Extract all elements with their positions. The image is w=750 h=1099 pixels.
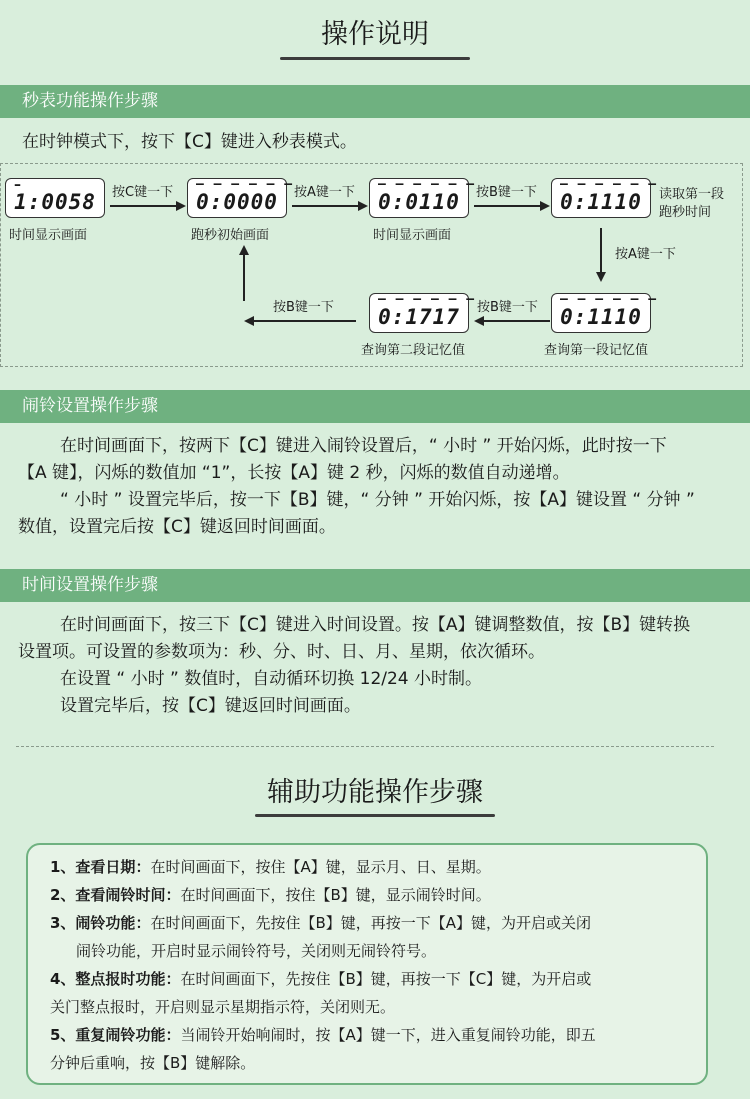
lcd-value: 0:1110 xyxy=(560,305,642,329)
title-underline xyxy=(280,57,470,60)
aux-item-text: 当闹铃开始响闹时，按【A】键一下，进入重复闹铃功能，即五 xyxy=(180,1026,596,1044)
aux-item-label: 2、查看闹铃时间： xyxy=(50,886,181,904)
lcd-screen-recall1 xyxy=(551,292,658,333)
alarm-line-3: “ 小时 ” 设置完毕后，按一下【B】键，“ 分钟 ” 开始闪烁，按【A】键设置 “ 分钟 ” xyxy=(60,490,695,510)
lcd-top-dashes: – – – – – – xyxy=(560,292,658,307)
lcd-value: 0:1110 xyxy=(560,190,642,214)
stopwatch-header: 秒表功能操作步骤 xyxy=(0,85,750,118)
arrow-label-5: 按B键一下 xyxy=(477,300,538,315)
arrow-left-icon xyxy=(244,315,356,327)
arrow-label-2: 按A键一下 xyxy=(294,185,355,200)
aux-item-4 xyxy=(50,965,591,993)
aux-title: 辅助功能操作步骤 xyxy=(267,777,483,808)
time-line-2: 设置项。可设置的参数项为：秒、分、时、日、月、星期，依次循环。 xyxy=(18,642,545,662)
page-title: 操作说明 xyxy=(321,19,429,50)
lcd-screen-recall2 xyxy=(369,292,476,333)
section-divider xyxy=(16,746,714,747)
caption-lap1-line2: 跑秒时间 xyxy=(659,205,712,220)
lcd-screen-start xyxy=(187,177,294,218)
caption-clock: 时间显示画面 xyxy=(9,228,88,243)
stopwatch-intro: 在时钟模式下，按下【C】键进入秒表模式。 xyxy=(22,132,357,152)
lcd-value: 0:0110 xyxy=(378,190,460,214)
lcd-screen-clock xyxy=(5,178,105,218)
alarm-line-4: 数值，设置完后按【C】键返回时间画面。 xyxy=(18,517,336,537)
arrow-label-1: 按C键一下 xyxy=(112,185,174,200)
arrow-right-icon xyxy=(292,200,368,212)
time-line-4: 设置完毕后，按【C】键返回时间画面。 xyxy=(60,696,361,716)
aux-title-underline xyxy=(255,814,495,817)
aux-item-label: 5、重复闹铃功能： xyxy=(50,1026,181,1044)
lcd-value: 0:0000 xyxy=(196,190,278,214)
caption-recall1: 查询第一段记忆值 xyxy=(544,343,649,358)
aux-item-text: 在时间画面下，按住【A】键，显示月、日、星期。 xyxy=(150,858,491,876)
aux-item-4-cont: 关门整点报时，开启则显示星期指示符，关闭则无。 xyxy=(50,998,396,1016)
caption-recall2: 查询第二段记忆值 xyxy=(361,343,466,358)
aux-item-label: 4、整点报时功能： xyxy=(50,970,181,988)
aux-item-text: 在时间画面下，按住【B】键，显示闹铃时间。 xyxy=(180,886,491,904)
lcd-top-dashes: – – – – – – xyxy=(378,177,476,192)
lcd-value: 1:0058 xyxy=(14,190,96,214)
aux-item-2 xyxy=(50,881,491,909)
aux-item-text: 在时间画面下，先按住【B】键，再按一下【A】键，为开启或关闭 xyxy=(150,914,592,932)
lcd-top-dashes: – – – – – – xyxy=(560,177,658,192)
arrow-right-icon xyxy=(474,200,550,212)
arrow-label-6: 按B键一下 xyxy=(273,300,334,315)
aux-item-text: 在时间画面下，先按住【B】键，再按一下【C】键，为开启或 xyxy=(180,970,592,988)
caption-start: 跑秒初始画面 xyxy=(191,228,270,243)
lcd-screen-running xyxy=(369,177,476,218)
lcd-screen-lap1 xyxy=(551,177,658,218)
caption-lap1-line1: 读取第一段 xyxy=(659,187,725,202)
lcd-indicator: – xyxy=(14,177,21,193)
time-line-1: 在时间画面下，按三下【C】键进入时间设置。按【A】键调整数值，按【B】键转换 xyxy=(60,615,691,635)
arrow-down-icon xyxy=(595,228,607,282)
aux-item-1 xyxy=(50,853,491,881)
lcd-value: 0:1717 xyxy=(378,305,460,329)
aux-item-5-cont: 分钟后重响，按【B】键解除。 xyxy=(50,1054,256,1072)
aux-item-label: 3、闹铃功能： xyxy=(50,914,151,932)
lcd-top-dashes: – – – – – – xyxy=(378,292,476,307)
time-header: 时间设置操作步骤 xyxy=(0,569,750,602)
caption-running: 时间显示画面 xyxy=(373,228,452,243)
alarm-header: 闹铃设置操作步骤 xyxy=(0,390,750,423)
aux-item-label: 1、查看日期： xyxy=(50,858,151,876)
arrow-right-icon xyxy=(110,200,186,212)
aux-function-box xyxy=(26,843,708,1085)
lcd-top-dashes: – – – – – – xyxy=(196,177,294,192)
aux-item-5 xyxy=(50,1021,596,1049)
time-line-3: 在设置 “ 小时 ” 数值时，自动循环切换 12/24 小时制。 xyxy=(60,669,483,689)
aux-item-3-cont: 闹铃功能，开启时显示闹铃符号，关闭则无闹铃符号。 xyxy=(76,942,437,960)
arrow-label-3: 按B键一下 xyxy=(476,185,537,200)
aux-item-3 xyxy=(50,909,591,937)
arrow-label-4: 按A键一下 xyxy=(615,247,676,262)
arrow-up-icon xyxy=(238,245,250,301)
alarm-line-2: 【A 键】，闪烁的数值加 “1”，长按【A】键 2 秒，闪烁的数值自动递增。 xyxy=(18,463,570,483)
alarm-line-1: 在时间画面下，按两下【C】键进入闹铃设置后，“ 小时 ” 开始闪烁，此时按一下 xyxy=(60,436,667,456)
arrow-left-icon xyxy=(474,315,550,327)
